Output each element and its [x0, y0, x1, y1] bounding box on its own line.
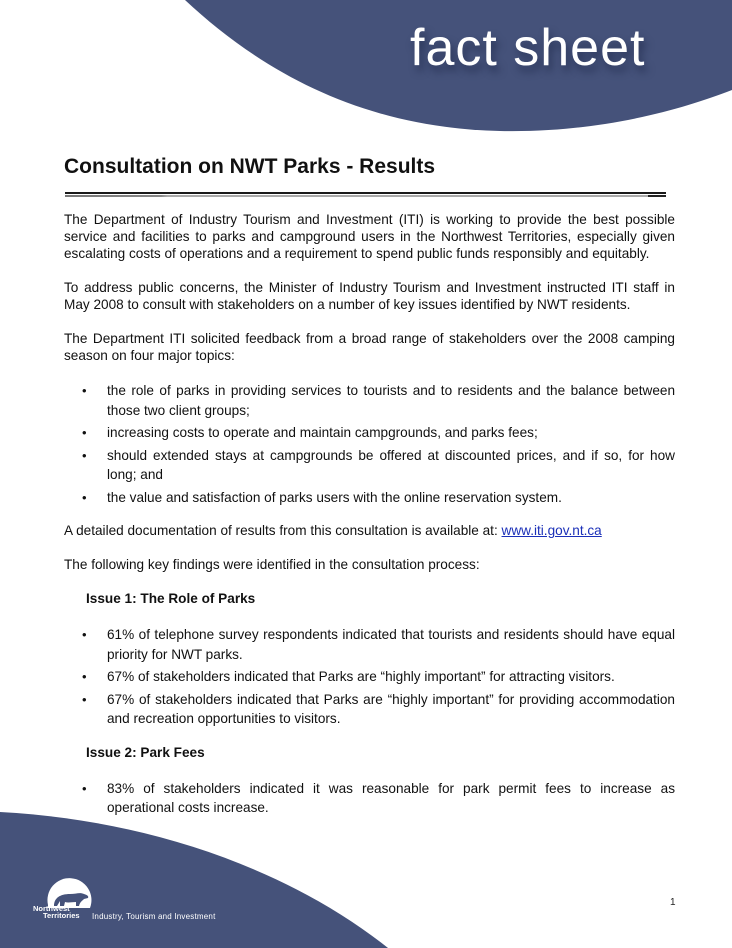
department-name: Industry, Tourism and Investment	[92, 912, 216, 921]
logo-wordmark	[33, 905, 80, 919]
list-item: • 67% of stakeholders indicated that Parks are “highly important” for attracting visitors.	[107, 667, 675, 687]
logo-line-territories: Territories	[43, 911, 80, 920]
polar-bear-logo-icon	[32, 872, 232, 932]
list-item: • should extended stays at campgrounds be offered at discounted prices, and if so, for how long; and	[107, 446, 675, 485]
title-divider	[65, 192, 666, 197]
documentation-paragraph	[64, 522, 675, 539]
intro-paragraph: The Department of Industry Tourism and Investment (ITI) is working to provide the best possible service and facilities to parks and campground users in the Northwest Territories, especially given escalating costs of operations and a requirement to spend public funds responsibly and equitably.	[64, 212, 675, 261]
list-item: • the value and satisfaction of parks users with the online reservation system.	[107, 488, 675, 508]
issue-heading: Issue 2: Park Fees	[86, 744, 205, 760]
list-item: • 83% of stakeholders indicated it was reasonable for park permit fees to increase as operational costs increase.	[107, 779, 675, 818]
concerns-paragraph: To address public concerns, the Minister of Industry Tourism and Investment instructed ITI staff in May 2008 to consult with stakeholders on a number of key issues identified by NWT residents.	[64, 280, 675, 312]
list-item: • increasing costs to operate and maintain campgrounds, and parks fees;	[107, 423, 675, 443]
issue-1-findings	[64, 625, 675, 729]
page-number: 1	[670, 897, 676, 908]
iti-website-link[interactable]: www.iti.gov.nt.ca	[501, 523, 602, 538]
document-body	[64, 211, 675, 833]
list-item: • 67% of stakeholders indicated that Parks are “highly important” for providing accommodation and recreation opportunities to visitors.	[107, 690, 675, 729]
fact-sheet-badge: fact sheet	[410, 19, 646, 77]
list-item: • the role of parks in providing services to tourists and to residents and the balance between those two client groups;	[107, 381, 675, 420]
documentation-text: A detailed documentation of results from this consultation is available at:	[64, 523, 502, 538]
topics-list	[64, 381, 675, 507]
feedback-paragraph: The Department ITI solicited feedback from a broad range of stakeholders over the 2008 camping season on four major topics:	[64, 331, 675, 363]
document-title: Consultation on NWT Parks - Results	[64, 155, 436, 178]
list-item: • 61% of telephone survey respondents indicated that tourists and residents should have equal priority for NWT parks.	[107, 625, 675, 664]
issue-heading: Issue 1: The Role of Parks	[86, 591, 256, 606]
issue-2-findings	[64, 779, 675, 818]
logo-line-northwest: Northwest	[33, 904, 70, 913]
findings-intro: The following key findings were identified in the consultation process:	[64, 557, 480, 572]
